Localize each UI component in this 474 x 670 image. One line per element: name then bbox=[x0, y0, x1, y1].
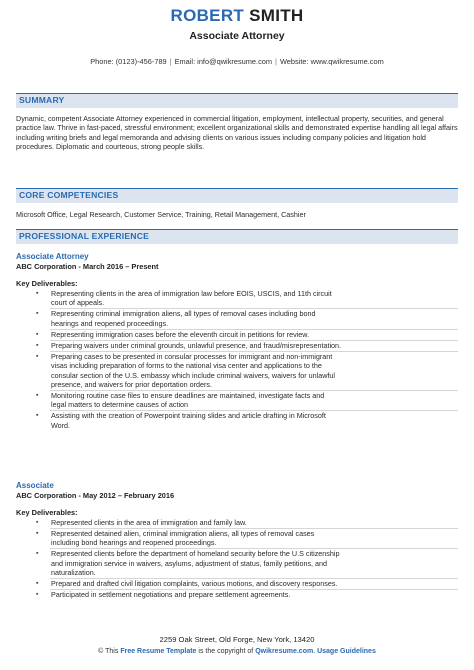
bullet-line: legal matters to determine causes of action bbox=[51, 400, 189, 410]
footer-credit bbox=[0, 647, 474, 657]
job-title: Associate Attorney bbox=[189, 30, 285, 42]
contact-line bbox=[0, 57, 474, 67]
bullet-line: court of appeals. bbox=[51, 298, 105, 308]
bullet-line: consular section of the U.S. embassy which include criminal waivers, waivers for unlawful bbox=[51, 370, 336, 380]
job-entry bbox=[16, 481, 458, 600]
list-item bbox=[50, 340, 458, 351]
key-deliverables-label: Key Deliverables: bbox=[16, 507, 78, 517]
deliverables-list bbox=[50, 518, 458, 600]
bullet-line: and immigration service in waivers, asylums, adjustment of status, family petitions, and bbox=[51, 558, 328, 568]
first-name: ROBERT bbox=[170, 6, 245, 25]
bullet-line: hearings and reopened proceedings. bbox=[51, 318, 169, 328]
list-item bbox=[50, 329, 458, 340]
key-deliverables-label: Key Deliverables: bbox=[16, 278, 78, 288]
bullet-line: ▪ Representing criminal immigration aliens, all types of removal cases including bond bbox=[51, 309, 316, 319]
bullet-line: ▪ Representing clients in the area of immigration law before EOIS, USCIS, and 11th circuit bbox=[51, 289, 332, 298]
resume-header bbox=[0, 6, 474, 67]
list-item bbox=[50, 289, 458, 308]
candidate-name bbox=[0, 6, 474, 26]
list-item bbox=[50, 351, 458, 390]
bullet-line: ▪ Represented clients in the area of immigration and family law. bbox=[51, 518, 247, 527]
footer-address: 2259 Oak Street, Old Forge, New York, 13420 bbox=[159, 635, 315, 644]
job-entry-company: ABC Corporation - March 2016 – Present bbox=[16, 262, 159, 271]
competencies-text: Microsoft Office, Legal Research, Customer Service, Training, Retail Management, Cashier bbox=[16, 210, 306, 219]
list-item bbox=[50, 410, 458, 430]
competencies-heading: CORE COMPETENCIES bbox=[19, 190, 119, 200]
bullet-line: ▪ Represented detained alien, criminal immigration aliens, all types of removal cases bbox=[51, 528, 315, 538]
deliverables-list bbox=[50, 289, 458, 430]
bullet-line: ▪ Preparing cases to be presented in consular processes for immigrant and non-immigrant bbox=[51, 351, 333, 361]
website-link[interactable]: Website: www.qwikresume.com bbox=[279, 57, 384, 66]
resume-footer bbox=[0, 635, 474, 657]
bullet-line: ▪ Preparing waivers under criminal grounds, unlawful presence, and fraud/misrepresentation. bbox=[51, 340, 342, 350]
phone-text: Phone: (0123)-456-789 bbox=[90, 57, 167, 66]
bullet-line: ▪ Represented clients before the department of homeland security before the U.S citizenship bbox=[51, 549, 340, 559]
list-item bbox=[50, 578, 458, 589]
usage-guidelines-link[interactable]: Usage Guidelines bbox=[317, 648, 376, 655]
contact-separator: | bbox=[275, 57, 277, 66]
job-entry-title: Associate Attorney bbox=[16, 252, 89, 261]
list-item bbox=[50, 548, 458, 577]
list-item bbox=[50, 308, 458, 328]
bullet-line: naturalization. bbox=[51, 568, 96, 578]
bullet-line: ▪ Monitoring routine case files to ensure deadlines are maintained, investigate facts and bbox=[51, 390, 325, 400]
bullet-line: ▪ Participated in settlement negotiations and prepare settlement agreements. bbox=[51, 590, 291, 600]
list-item bbox=[50, 528, 458, 548]
email-link[interactable]: Email: info@qwikresume.com bbox=[174, 57, 273, 66]
list-item bbox=[50, 390, 458, 410]
list-item bbox=[50, 589, 458, 600]
credit-separator: . bbox=[313, 648, 316, 655]
bullet-line: including bond hearings and reopened proceedings. bbox=[51, 538, 217, 548]
competencies-heading-bar bbox=[16, 188, 458, 203]
contact-separator: | bbox=[169, 57, 172, 66]
job-entry bbox=[16, 252, 458, 430]
experience-heading: PROFESSIONAL EXPERIENCE bbox=[19, 231, 150, 241]
bullet-line: visas including preparation of forms to the national visa center and applications to the bbox=[51, 361, 322, 371]
summary-text: Dynamic, competent Associate Attorney experienced in commercial litigation, employment, intellectual property, securities, and general practice law. Thrive in fast-paced, stressful environment; excellent organizational skills and demonstrated expertise handling all legal affairs including writing briefs and legal memoranda and advising clients on various issues including company policies and litigation hold procedures. Diplomatic and courteous, strong people skills. bbox=[16, 114, 458, 151]
bullet-line: ▪ Assisting with the creation of Powerpoint training slides and article drafting in Microsoft bbox=[51, 411, 326, 421]
summary-heading-bar bbox=[16, 93, 458, 108]
bullet-line: Word. bbox=[51, 420, 71, 430]
credit-prefix: © This bbox=[98, 648, 119, 655]
experience-heading-bar bbox=[16, 229, 458, 244]
job-entry-company: ABC Corporation - May 2012 – February 2016 bbox=[16, 491, 175, 500]
bullet-line: ▪ Representing immigration cases before the eleventh circuit in petitions for review. bbox=[51, 329, 310, 339]
summary-heading: SUMMARY bbox=[19, 95, 65, 105]
credit-middle: is the copyright of bbox=[198, 648, 254, 655]
free-resume-template-link[interactable]: Free Resume Template bbox=[120, 648, 197, 655]
list-item bbox=[50, 518, 458, 527]
bullet-line: ▪ Prepared and drafted civil litigation complaints, various motions, and discovery responses. bbox=[51, 579, 338, 589]
qwikresume-link[interactable]: Qwikresume.com bbox=[255, 648, 314, 655]
last-name: SMITH bbox=[249, 6, 304, 25]
bullet-line: presence, and waivers for prior deportation orders. bbox=[51, 379, 213, 389]
job-entry-title: Associate bbox=[16, 481, 54, 490]
